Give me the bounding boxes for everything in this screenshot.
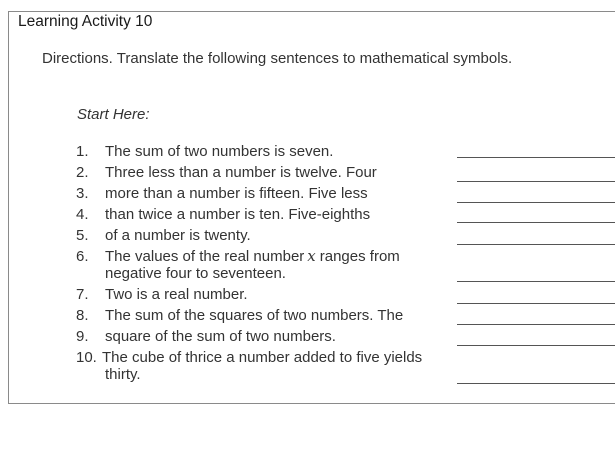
directions-text: Directions. Translate the following sentences to mathematical symbols. (42, 50, 513, 67)
item-text: The sum of the squares of two numbers. The (105, 307, 404, 324)
item-text (105, 248, 400, 265)
item-number: 9. (76, 328, 89, 345)
item-number: 4. (76, 206, 89, 223)
item-text: Three less than a number is twelve. Four (105, 164, 377, 181)
item-number: 3. (76, 185, 89, 202)
item-number: 10. (76, 349, 97, 366)
start-label: Start Here: (77, 106, 150, 123)
item-text: of a number is twenty. (105, 227, 251, 244)
variable-x: x (307, 247, 316, 265)
answer-line[interactable] (457, 202, 615, 203)
item-text: than twice a number is ten. Five-eighths (105, 206, 371, 223)
answer-line[interactable] (457, 244, 615, 245)
item-number: 2. (76, 164, 89, 181)
item-text: square of the sum of two numbers. (105, 328, 336, 345)
answer-line[interactable] (457, 345, 615, 346)
item-text-continued: negative four to seventeen. (105, 265, 286, 282)
answer-line[interactable] (457, 383, 615, 384)
item-text: more than a number is fifteen. Five less (105, 185, 368, 202)
item-number: 1. (76, 143, 89, 160)
item-text: The cube of thrice a number added to five yields (102, 349, 423, 366)
answer-line[interactable] (457, 222, 615, 223)
item-number: 6. (76, 248, 89, 265)
answer-line[interactable] (457, 281, 615, 282)
answer-line[interactable] (457, 324, 615, 325)
item-text-end: ranges from (319, 248, 400, 265)
item-number: 7. (76, 286, 89, 303)
item-number: 8. (76, 307, 89, 324)
item-text-continued: thirty. (105, 366, 141, 383)
answer-line[interactable] (457, 157, 615, 158)
item-number: 5. (76, 227, 89, 244)
item-text: Two is a real number. (105, 286, 248, 303)
activity-title: Learning Activity 10 (18, 13, 153, 30)
answer-line[interactable] (457, 303, 615, 304)
answer-line[interactable] (457, 181, 615, 182)
item-text-start: The values of the real number (105, 248, 305, 265)
item-text: The sum of two numbers is seven. (105, 143, 334, 160)
